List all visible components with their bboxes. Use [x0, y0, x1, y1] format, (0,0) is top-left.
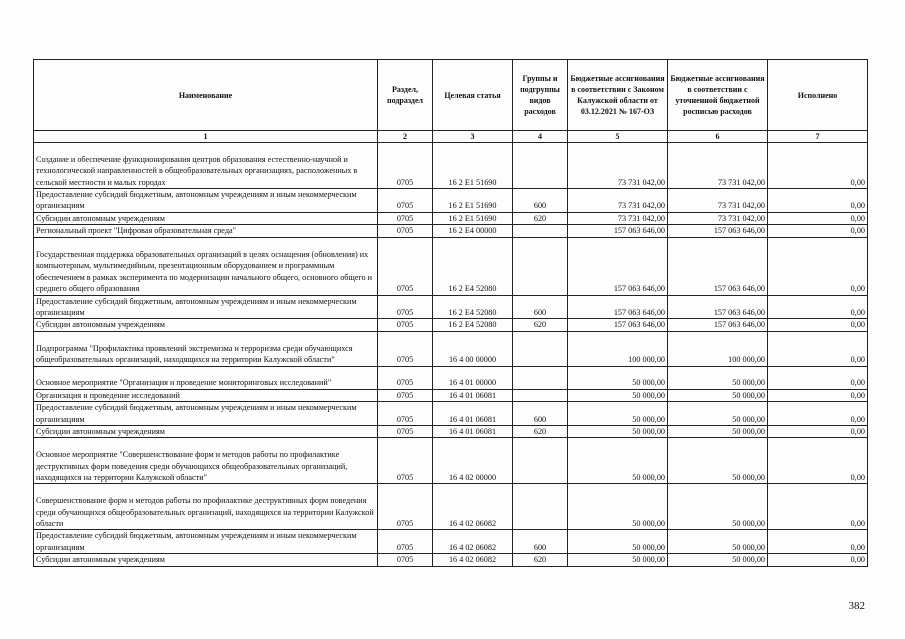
- table-row: [34, 389, 868, 401]
- row-refined: 50 000,00: [668, 389, 768, 401]
- row-refined: 50 000,00: [668, 484, 768, 530]
- page-number: 382: [848, 600, 865, 612]
- row-name: Создание и обеспечение функционирования центров образования естественно-научной и технологической направленностей в общеобразовательных организациях, расположенных в сельской местности и малых городах: [34, 143, 378, 189]
- table-row: [34, 530, 868, 554]
- row-name: Подпрограмма "Профилактика проявлений экстремизма и терроризма среди обучающихся общеобразовательных организаций, находящихся на территории Калужской области": [34, 331, 378, 366]
- header-groups: Группы и подгруппы видов расходов: [513, 60, 568, 131]
- table-row: [34, 319, 868, 331]
- row-section: 0705: [378, 554, 433, 566]
- row-section: 0705: [378, 402, 433, 426]
- header-law: Бюджетные ассигнования в соответствии с Законом Калужской области от 03.12.2021 № 167-ОЗ: [568, 60, 668, 131]
- row-section: 0705: [378, 237, 433, 295]
- row-refined: 157 063 646,00: [668, 319, 768, 331]
- row-target: 16 4 01 06081: [433, 426, 513, 438]
- row-executed: 0,00: [768, 438, 868, 484]
- row-name: Субсидии автономным учреждениям: [34, 426, 378, 438]
- row-group: [513, 143, 568, 189]
- row-target: 16 4 01 06081: [433, 389, 513, 401]
- row-name: Государственная поддержка образовательных организаций в целях оснащения (обновления) их компьютерным, мультимедийным, презентационным оборудованием и программным обеспечением в рамках эксперимента по модернизации начального общего, основного общего и среднего общего образования: [34, 237, 378, 295]
- header-name: Наименование: [34, 60, 378, 131]
- row-executed: 0,00: [768, 426, 868, 438]
- row-name: Субсидии автономным учреждениям: [34, 319, 378, 331]
- row-group: [513, 389, 568, 401]
- row-refined: 157 063 646,00: [668, 225, 768, 237]
- row-target: 16 2 E4 00000: [433, 225, 513, 237]
- row-group: 620: [513, 212, 568, 224]
- table-row: [34, 554, 868, 566]
- column-number: 1: [34, 131, 378, 143]
- row-group: [513, 237, 568, 295]
- row-group: 620: [513, 319, 568, 331]
- table-row: [34, 295, 868, 319]
- row-refined: 157 063 646,00: [668, 295, 768, 319]
- table-body: [34, 143, 868, 567]
- row-law: 50 000,00: [568, 530, 668, 554]
- row-name: Субсидии автономным учреждениям: [34, 554, 378, 566]
- row-name: Предоставление субсидий бюджетным, автономным учреждениям и иным некоммерческим организациям: [34, 189, 378, 213]
- row-refined: 50 000,00: [668, 366, 768, 389]
- row-law: 157 063 646,00: [568, 295, 668, 319]
- row-section: 0705: [378, 295, 433, 319]
- header-row: [34, 60, 868, 131]
- row-group: [513, 438, 568, 484]
- row-law: 50 000,00: [568, 554, 668, 566]
- row-refined: 100 000,00: [668, 331, 768, 366]
- row-section: 0705: [378, 189, 433, 213]
- row-section: 0705: [378, 438, 433, 484]
- row-law: 50 000,00: [568, 366, 668, 389]
- row-name: Региональный проект "Цифровая образовательная среда": [34, 225, 378, 237]
- column-number: 3: [433, 131, 513, 143]
- row-target: 16 4 01 06081: [433, 402, 513, 426]
- row-refined: 50 000,00: [668, 402, 768, 426]
- column-number: 2: [378, 131, 433, 143]
- row-refined: 50 000,00: [668, 530, 768, 554]
- row-law: 50 000,00: [568, 438, 668, 484]
- row-law: 50 000,00: [568, 402, 668, 426]
- row-law: 157 063 646,00: [568, 319, 668, 331]
- row-target: 16 2 E4 52080: [433, 319, 513, 331]
- row-executed: 0,00: [768, 225, 868, 237]
- row-group: 600: [513, 189, 568, 213]
- table-row: [34, 426, 868, 438]
- row-name: Совершенствование форм и методов работы по профилактике деструктивных форм поведения среди обучающихся общеобразовательных организаций, находящихся на территории Калужской области: [34, 484, 378, 530]
- table-row: [34, 331, 868, 366]
- row-executed: 0,00: [768, 366, 868, 389]
- row-target: 16 4 01 00000: [433, 366, 513, 389]
- row-group: [513, 225, 568, 237]
- row-name: Субсидии автономным учреждениям: [34, 212, 378, 224]
- table-row: [34, 225, 868, 237]
- row-group: 600: [513, 402, 568, 426]
- row-executed: 0,00: [768, 319, 868, 331]
- row-target: 16 2 E4 52080: [433, 295, 513, 319]
- row-section: 0705: [378, 530, 433, 554]
- row-group: 620: [513, 554, 568, 566]
- row-section: 0705: [378, 366, 433, 389]
- row-name: Основное мероприятие "Организация и проведение мониторинговых исследований": [34, 366, 378, 389]
- header-target: Целевая статья: [433, 60, 513, 131]
- row-group: 600: [513, 295, 568, 319]
- row-section: 0705: [378, 212, 433, 224]
- row-group: [513, 484, 568, 530]
- table-row: [34, 366, 868, 389]
- header-executed: Исполнено: [768, 60, 868, 131]
- column-number: 6: [668, 131, 768, 143]
- row-law: 50 000,00: [568, 389, 668, 401]
- row-target: 16 2 E1 51690: [433, 189, 513, 213]
- table-header: [34, 60, 868, 143]
- row-law: 50 000,00: [568, 484, 668, 530]
- budget-table: [33, 59, 868, 567]
- row-target: 16 4 02 06082: [433, 484, 513, 530]
- table-row: [34, 438, 868, 484]
- row-group: 600: [513, 530, 568, 554]
- table-row: [34, 143, 868, 189]
- row-law: 73 731 042,00: [568, 143, 668, 189]
- row-law: 157 063 646,00: [568, 225, 668, 237]
- row-refined: 50 000,00: [668, 554, 768, 566]
- column-number-row: [34, 131, 868, 143]
- row-section: 0705: [378, 331, 433, 366]
- row-law: 100 000,00: [568, 331, 668, 366]
- row-target: 16 4 02 06082: [433, 554, 513, 566]
- row-law: 73 731 042,00: [568, 189, 668, 213]
- table-row: [34, 402, 868, 426]
- row-executed: 0,00: [768, 554, 868, 566]
- row-executed: 0,00: [768, 212, 868, 224]
- header-refined: Бюджетные ассигнования в соответствии с уточненной бюджетной росписью расходов: [668, 60, 768, 131]
- row-target: 16 2 E1 51690: [433, 143, 513, 189]
- row-refined: 73 731 042,00: [668, 212, 768, 224]
- row-refined: 73 731 042,00: [668, 189, 768, 213]
- row-refined: 73 731 042,00: [668, 143, 768, 189]
- row-executed: 0,00: [768, 189, 868, 213]
- row-executed: 0,00: [768, 143, 868, 189]
- row-section: 0705: [378, 319, 433, 331]
- row-section: 0705: [378, 225, 433, 237]
- table-row: [34, 237, 868, 295]
- row-group: [513, 331, 568, 366]
- row-name: Предоставление субсидий бюджетным, автономным учреждениям и иным некоммерческим организациям: [34, 530, 378, 554]
- table-row: [34, 212, 868, 224]
- row-group: [513, 366, 568, 389]
- row-name: Основное мероприятие "Совершенствование форм и методов работы по профилактике деструктивных форм поведения среди обучающихся общеобразовательных организаций, находящихся на территории Калужской области": [34, 438, 378, 484]
- row-executed: 0,00: [768, 331, 868, 366]
- row-section: 0705: [378, 143, 433, 189]
- row-executed: 0,00: [768, 389, 868, 401]
- row-law: 157 063 646,00: [568, 237, 668, 295]
- row-law: 50 000,00: [568, 426, 668, 438]
- row-group: 620: [513, 426, 568, 438]
- row-section: 0705: [378, 484, 433, 530]
- column-number: 4: [513, 131, 568, 143]
- table-row: [34, 189, 868, 213]
- header-section: Раздел, подраздел: [378, 60, 433, 131]
- row-law: 73 731 042,00: [568, 212, 668, 224]
- column-number: 5: [568, 131, 668, 143]
- column-number: 7: [768, 131, 868, 143]
- row-target: 16 2 E4 52080: [433, 237, 513, 295]
- row-section: 0705: [378, 389, 433, 401]
- row-target: 16 4 00 00000: [433, 331, 513, 366]
- row-executed: 0,00: [768, 295, 868, 319]
- row-target: 16 4 02 06082: [433, 530, 513, 554]
- row-target: 16 2 E1 51690: [433, 212, 513, 224]
- row-refined: 50 000,00: [668, 438, 768, 484]
- row-refined: 50 000,00: [668, 426, 768, 438]
- row-target: 16 4 02 00000: [433, 438, 513, 484]
- row-executed: 0,00: [768, 530, 868, 554]
- row-name: Предоставление субсидий бюджетным, автономным учреждениям и иным некоммерческим организациям: [34, 295, 378, 319]
- row-executed: 0,00: [768, 402, 868, 426]
- row-name: Предоставление субсидий бюджетным, автономным учреждениям и иным некоммерческим организациям: [34, 402, 378, 426]
- row-refined: 157 063 646,00: [668, 237, 768, 295]
- row-executed: 0,00: [768, 237, 868, 295]
- row-executed: 0,00: [768, 484, 868, 530]
- table-row: [34, 484, 868, 530]
- row-name: Организация и проведение исследований: [34, 389, 378, 401]
- row-section: 0705: [378, 426, 433, 438]
